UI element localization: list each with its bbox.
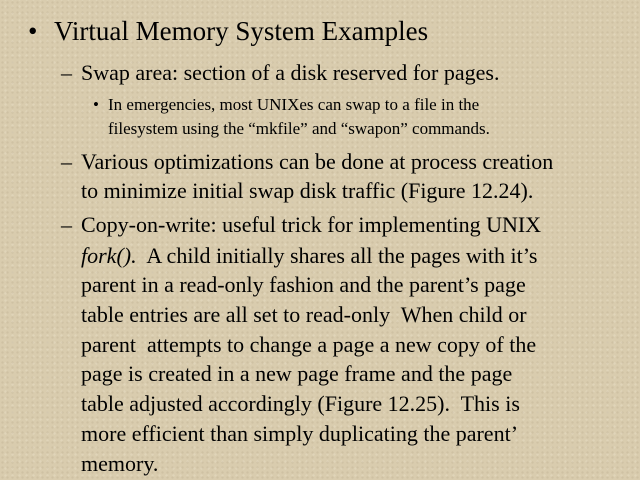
bullet-text: parent in a read-only fashion and the parent’s page [81,272,526,297]
bullet-text: Copy-on-write: useful trick for implementing UNIX [81,212,542,237]
bullet-text: Various optimizations can be done at process creation [81,149,554,174]
fork-function-name: fork(). [81,243,137,268]
dash-marker: – [61,60,72,85]
bullet-text: table adjusted accordingly (Figure 12.25). This is [81,391,520,416]
bullet-text: to minimize initial swap disk traffic (Figure 12.24). [81,178,534,203]
bullet-text: more efficient than simply duplicating the parent’ [81,421,519,446]
sub-bullet-text: filesystem using the “mkfile” and “swapon” commands. [108,119,490,138]
bullet-text [81,245,537,267]
bullet-text: Swap area: section of a disk reserved for pages. [81,60,500,85]
bullet-text: page is created in a new page frame and the page [81,361,513,386]
slide-heading [28,18,428,45]
dash-marker: – [61,212,72,237]
bullet-text: parent attempts to change a page a new copy of the [81,332,537,357]
bullet-text: memory. [81,451,159,476]
heading-text: Virtual Memory System Examples [54,16,429,46]
sub-bullet-text: In emergencies, most UNIXes can swap to a file in the [108,95,480,114]
dash-marker: – [61,149,72,174]
heading-bullet: • [28,16,38,46]
fork-line-rest: A child initially shares all the pages with it’s [136,243,538,268]
sub-bullet-marker: • [93,95,99,114]
bullet-text: table entries are all set to read-only When child or [81,302,527,327]
